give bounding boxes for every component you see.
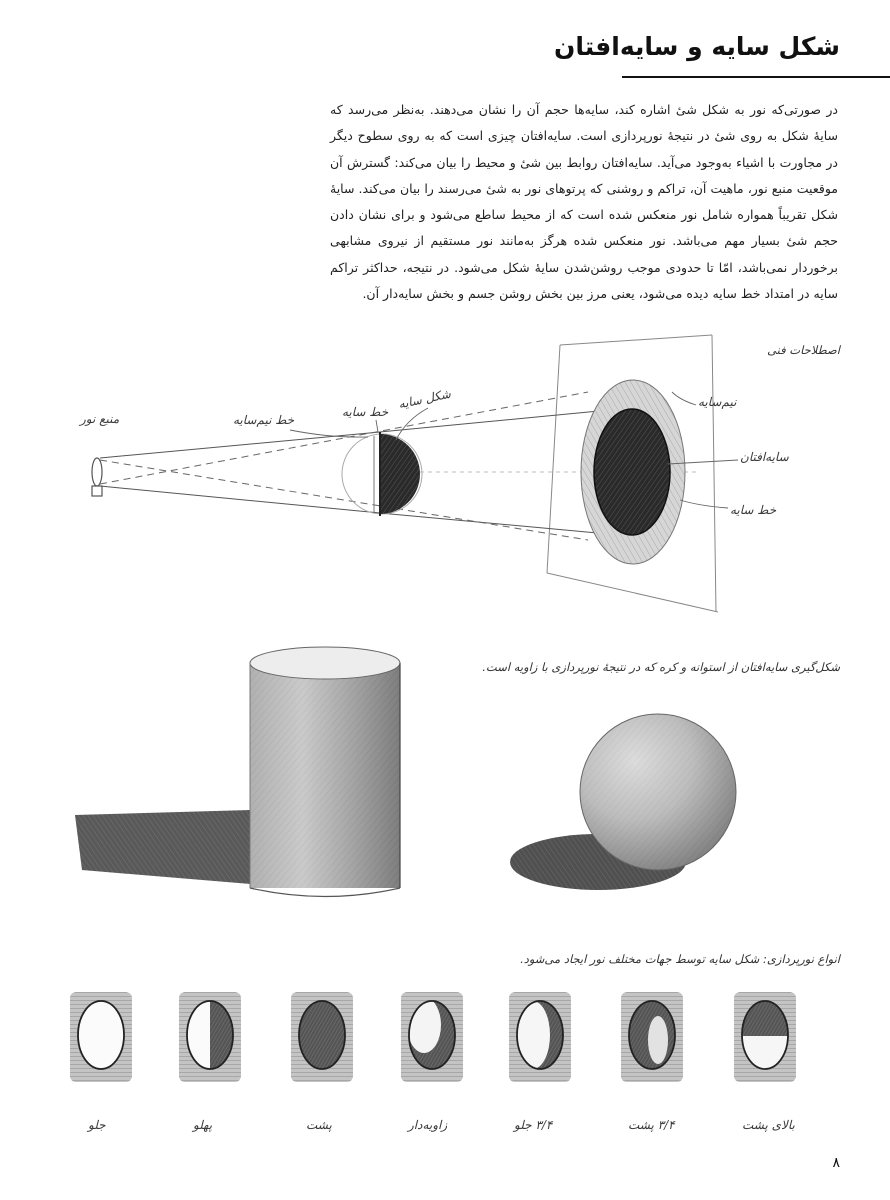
lighting-side	[179, 992, 241, 1082]
lighting-label-back: پشت	[306, 1118, 332, 1132]
lighting-types-caption: انواع نورپردازی: شکل سایه توسط جهات مختلف نور ایجاد می‌شود.	[520, 952, 840, 966]
label-shadow-line: خط سایه	[342, 405, 389, 419]
terms-caption: اصطلاحات فنی	[767, 343, 840, 357]
body-paragraph: در صورتی‌که نور به شکل شیٔ اشاره کند، سایه‌ها حجم آن را نشان می‌دهند. به‌نظر می‌رسد که سایهٔ شکل به روی شیٔ در نتیجهٔ نورپردازی است. سایه‌افتان چیزی است که به روی سطوح دیگر در مجاورت با اشیاء به‌وجود می‌آید. سایه‌افتان روابط بین شیٔ و محیط را بیان می‌کند: گسترش آن موقعیت منبع نور، ماهیت آن، تراکم و روشنی که پرتوهای نور به شیٔ می‌رسند را بیان می‌کند. سایهٔ شکل تقریباً همواره شامل نور منعکس شده است که از محیط ساطع می‌شود و برای نشان دادن حجم شیٔ بسیار مهم می‌باشد. نور منعکس شده هرگز به‌مانند نور مستقیم از نیروی مشابهی برخوردار نمی‌باشد، امّا تا حدودی موجب روشن‌شدن سایهٔ شکل می‌شود. در نتیجه، حداکثر تراکم سایه در امتداد خط سایه دیده می‌شود، یعنی مرز بین بخش روشن جسم و بخش سایه‌دار آن.	[330, 102, 838, 302]
lighting-label-front: جلو	[88, 1118, 106, 1132]
lighting-back	[291, 992, 353, 1082]
page-title: شکل سایه و سایه‌افتان	[554, 32, 840, 61]
forms-caption: شکل‌گیری سایه‌افتان از استوانه و کره که در نتیجهٔ نورپردازی با زاویه است.	[482, 660, 840, 674]
lighting-top-back	[734, 992, 796, 1082]
label-cast-shadow: سایه‌افتان	[740, 450, 789, 464]
label-form-shadow: شکل سایه	[397, 386, 452, 412]
lighting-angled	[401, 992, 463, 1082]
lighting-label-angled: زاویه‌دار	[408, 1118, 448, 1132]
label-shadow-line-right: خط سایه	[730, 503, 777, 517]
lighting-front	[70, 992, 132, 1082]
lighting-three-quarter-front	[509, 992, 571, 1082]
lighting-label-side: پهلو	[193, 1118, 213, 1132]
lighting-label-top-back: بالای پشت	[742, 1118, 795, 1132]
label-half-shadow-line: خط نیم‌سایه	[233, 413, 295, 427]
label-light-source: منبع نور	[80, 412, 120, 426]
lighting-three-quarter-back	[621, 992, 683, 1082]
page-number: ۸	[832, 1155, 840, 1171]
lighting-label-three-quarter-front: ۳/۴ جلو	[514, 1118, 553, 1132]
label-penumbra: نیم‌سایه	[698, 395, 737, 409]
lighting-label-three-quarter-back: ۳/۴ پشت	[628, 1118, 675, 1132]
